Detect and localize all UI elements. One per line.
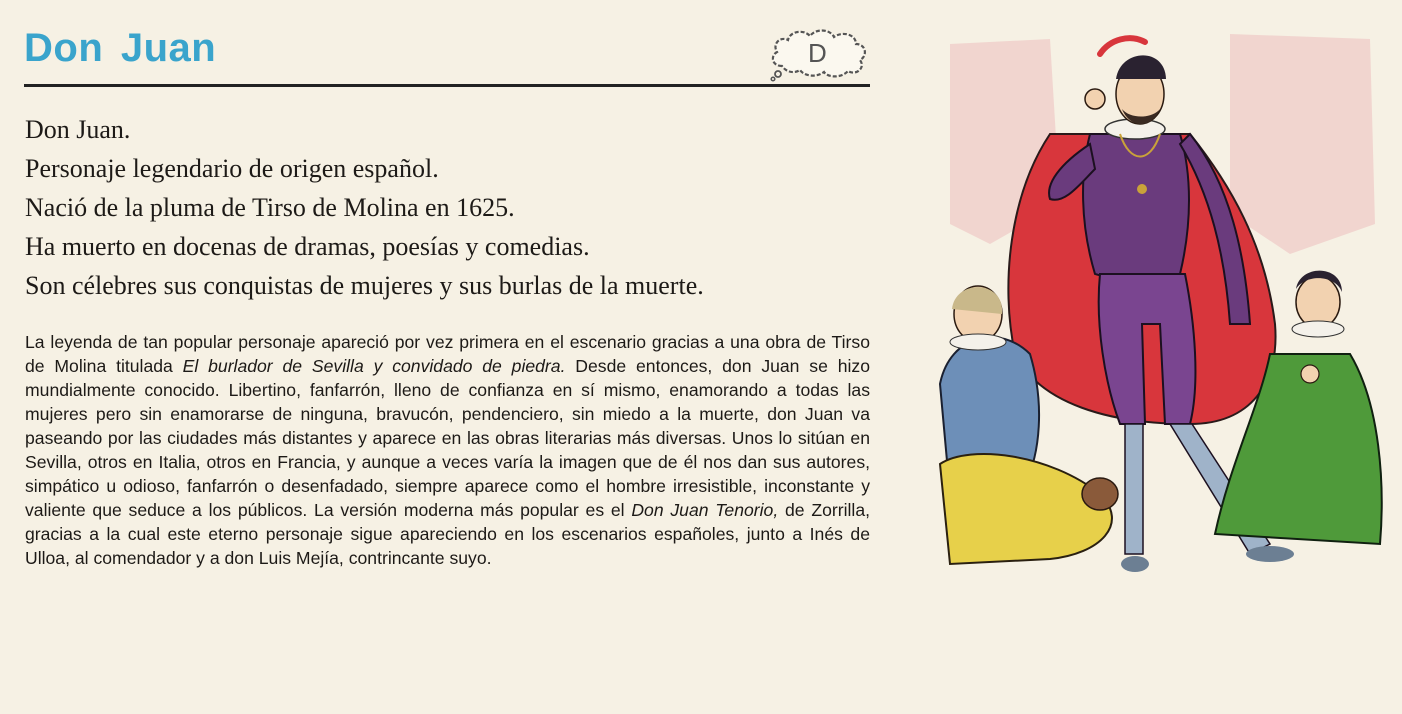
title-underline <box>24 84 870 87</box>
work-title-burlador: El burlador de Sevilla y convidado de piedra. <box>182 356 566 376</box>
body-paragraph <box>25 330 870 570</box>
work-title-tenorio: Don Juan Tenorio, <box>631 500 779 520</box>
intro-line: Personaje legendario de origen español. <box>25 154 439 183</box>
don-juan-illustration <box>930 24 1390 594</box>
page-title: Don Juan <box>24 26 217 70</box>
badge-letter: D <box>808 38 827 68</box>
body-text: de Zorrilla, gracias a la cual este eterno personaje sigue apareciendo en los escenarios españoles, junto a Inés de Ulloa, al comendador y a don Luis Mejía, contrincante suyo. <box>25 500 870 568</box>
intro-line: Son célebres sus conquistas de mujeres y sus burlas de la muerte. <box>25 271 704 300</box>
body-text: La leyenda de tan popular personaje apareció por vez primera en el escenario gracias a una obra de Tirso de Molina titulada <box>25 332 870 376</box>
body-text: Desde entonces, don Juan se hizo mundialmente conocido. Libertino, fanfarrón, lleno de confianza en sí mismo, enamorando a todas las mujeres pero sin enamorarse de ninguna, bravucón, pendenciero, sin miedo a la muerte, don Juan va paseando por las ciudades más distantes y aparece en las obras literarias más diversas. Unos lo sitúan en Sevilla, otros en Italia, otros en Francia, y aunque a veces varía la imagen que de él nos dan sus autores, simpático u odioso, fanfarrón o desenfadado, siempre aparece como el hombre irresistible, inconstante y valiente que seduce a los públicos. La versión moderna más popular es el <box>25 356 871 520</box>
intro-line: Nació de la pluma de Tirso de Molina en 1625. <box>25 193 515 222</box>
intro-summary <box>25 110 885 305</box>
intro-line: Don Juan. <box>25 115 131 144</box>
intro-line: Ha muerto en docenas de dramas, poesías y comedias. <box>25 232 590 261</box>
